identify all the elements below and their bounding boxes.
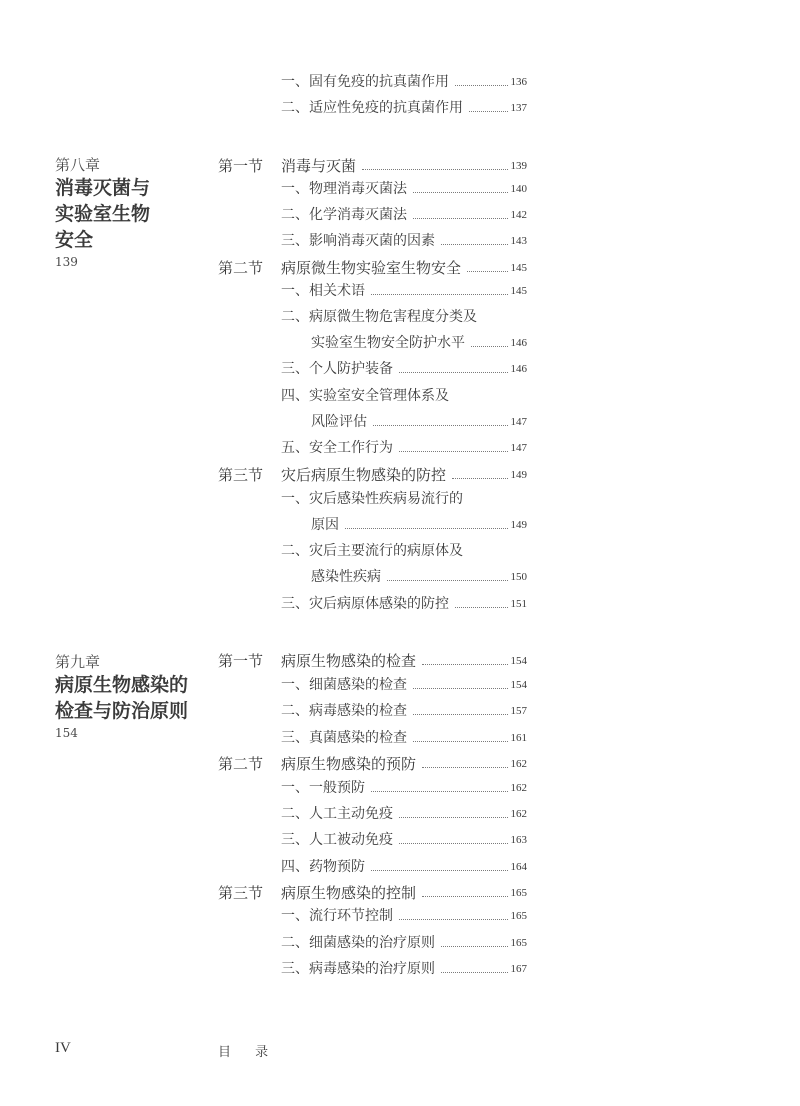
entry-title: 三、灾后病原体感染的防控 (281, 596, 449, 612)
leader-dots (413, 714, 508, 715)
entry-page: 142 (510, 209, 527, 221)
entry-title: 三、病毒感染的治疗原则 (281, 961, 435, 977)
entry-title: 二、化学消毒灭菌法 (281, 207, 407, 223)
leader-dots (452, 478, 507, 479)
entry-title-line1: 一、灾后感染性疾病易流行的 (281, 491, 463, 507)
chapter-9-heading (55, 652, 215, 740)
entry-title-line1: 二、灾后主要流行的病原体及 (281, 543, 463, 559)
section-page: 149 (510, 469, 527, 481)
toc-entry (281, 906, 527, 926)
section-title: 病原生物感染的控制 (281, 884, 417, 902)
entry-page: 143 (510, 235, 527, 247)
entry-page: 137 (510, 102, 527, 114)
entry-title: 一、细菌感染的检查 (281, 677, 407, 693)
entry-page: 146 (510, 337, 527, 349)
entry-title: 实验室生物安全防护水平 (311, 335, 465, 351)
entry-title: 一、一般预防 (281, 780, 365, 796)
section-page: 154 (510, 655, 527, 667)
section-page: 162 (510, 758, 527, 770)
leader-dots (345, 528, 508, 529)
chapter-title (55, 175, 215, 253)
entry-page: 151 (510, 598, 527, 610)
entry-page: 162 (510, 782, 527, 794)
entry-title: 三、个人防护装备 (281, 361, 393, 377)
entry-page: 150 (510, 571, 527, 583)
chapter-8-heading (55, 155, 215, 269)
chapter-title-line: 消毒灭菌与 (55, 177, 151, 199)
toc-entry (311, 567, 527, 587)
leader-dots (399, 451, 508, 452)
entry-title: 风险评估 (311, 414, 367, 430)
entry-page: 162 (510, 808, 527, 820)
section-label: 第一节 (218, 157, 264, 175)
entry-title: 二、人工主动免疫 (281, 806, 393, 822)
section-label: 第三节 (218, 466, 264, 484)
leader-dots (413, 192, 508, 193)
leader-dots (467, 271, 507, 272)
entry-page: 136 (510, 76, 527, 88)
entry-title: 一、流行环节控制 (281, 908, 393, 924)
entry-page: 163 (510, 834, 527, 846)
toc-entry (311, 515, 527, 535)
entry-title: 五、安全工作行为 (281, 440, 393, 456)
leader-dots (399, 843, 508, 844)
section-title: 灾后病原生物感染的防控 (281, 466, 447, 484)
toc-entry (281, 675, 527, 695)
entry-page: 164 (510, 861, 527, 873)
leader-dots (399, 919, 508, 920)
section-label: 第三节 (218, 884, 264, 902)
section-title: 病原微生物实验室生物安全 (281, 259, 462, 277)
entry-title: 一、固有免疫的抗真菌作用 (281, 74, 449, 90)
toc-entry (281, 438, 527, 458)
chapter-title-line: 安全 (55, 229, 94, 251)
entry-title-line1: 四、实验室安全管理体系及 (281, 388, 449, 404)
leader-dots (455, 607, 508, 608)
footer-running-title: 目 录 (218, 1045, 279, 1060)
leader-dots (413, 688, 508, 689)
leader-dots (399, 817, 508, 818)
leader-dots (371, 870, 508, 871)
chapter-label: 第九章 (55, 653, 101, 671)
toc-entry (281, 205, 527, 225)
toc-entry (281, 778, 527, 798)
section-page: 139 (510, 160, 527, 172)
toc-entry (281, 933, 527, 953)
toc-section-entry (281, 258, 527, 278)
entry-title: 一、相关术语 (281, 283, 365, 299)
leader-dots (455, 85, 508, 86)
entry-title: 二、适应性免疫的抗真菌作用 (281, 100, 463, 116)
section-label: 第一节 (218, 652, 264, 670)
toc-entry (311, 333, 527, 353)
chapter-title-line: 病原生物感染的 (55, 674, 189, 696)
leader-dots (471, 346, 508, 347)
entry-title: 四、药物预防 (281, 859, 365, 875)
toc-section-entry (281, 754, 527, 774)
toc-entry (281, 98, 527, 118)
entry-title: 原因 (311, 517, 339, 533)
leader-dots (422, 767, 507, 768)
entry-title: 三、影响消毒灭菌的因素 (281, 233, 435, 249)
entry-page: 167 (510, 963, 527, 975)
leader-dots (441, 244, 508, 245)
chapter-title-line: 检查与防治原则 (55, 700, 189, 722)
section-title: 病原生物感染的预防 (281, 755, 417, 773)
entry-title: 感染性疾病 (311, 569, 381, 585)
chapter-label: 第八章 (55, 156, 101, 174)
leader-dots (413, 741, 508, 742)
entry-page: 154 (510, 679, 527, 691)
entry-title-line1: 二、病原微生物危害程度分类及 (281, 309, 477, 325)
chapter-page: 139 (55, 255, 78, 269)
leader-dots (362, 169, 507, 170)
entry-page: 140 (510, 183, 527, 195)
toc-entry (311, 412, 527, 432)
entry-title: 三、人工被动免疫 (281, 832, 393, 848)
section-page: 165 (510, 887, 527, 899)
entry-title: 二、病毒感染的检查 (281, 703, 407, 719)
section-label: 第二节 (218, 259, 264, 277)
toc-entry (281, 857, 527, 877)
toc-section-entry (281, 465, 527, 485)
entry-page: 165 (510, 937, 527, 949)
entry-page: 157 (510, 705, 527, 717)
entry-page: 146 (510, 363, 527, 375)
leader-dots (422, 664, 507, 665)
entry-page: 147 (510, 416, 527, 428)
toc-entry (281, 804, 527, 824)
entry-page: 147 (510, 442, 527, 454)
footer-page-number: IV (55, 1040, 71, 1056)
toc-entry (281, 281, 527, 301)
toc-entry (281, 72, 527, 92)
toc-entry (281, 594, 527, 614)
section-page: 145 (510, 262, 527, 274)
entry-title: 一、物理消毒灭菌法 (281, 181, 407, 197)
entry-page: 149 (510, 519, 527, 531)
toc-entry (281, 830, 527, 850)
leader-dots (469, 111, 508, 112)
toc-entry (281, 359, 527, 379)
leader-dots (373, 425, 508, 426)
entry-title: 三、真菌感染的检查 (281, 730, 407, 746)
leader-dots (387, 580, 508, 581)
toc-entry (281, 728, 527, 748)
toc-entry (281, 231, 527, 251)
section-title: 病原生物感染的检查 (281, 652, 417, 670)
toc-entry (281, 701, 527, 721)
chapter-title (55, 672, 215, 724)
leader-dots (399, 372, 508, 373)
section-label: 第二节 (218, 755, 264, 773)
leader-dots (371, 791, 508, 792)
leader-dots (422, 896, 507, 897)
entry-page: 145 (510, 285, 527, 297)
toc-section-entry (281, 651, 527, 671)
toc-entry (281, 959, 527, 979)
entry-title: 二、细菌感染的治疗原则 (281, 935, 435, 951)
leader-dots (441, 946, 508, 947)
toc-section-entry (281, 156, 527, 176)
chapter-title-line: 实验室生物 (55, 203, 151, 225)
chapter-page: 154 (55, 726, 78, 740)
leader-dots (413, 218, 508, 219)
entry-page: 161 (510, 732, 527, 744)
toc-section-entry (281, 883, 527, 903)
toc-entry (281, 179, 527, 199)
entry-page: 165 (510, 910, 527, 922)
leader-dots (441, 972, 508, 973)
leader-dots (371, 294, 508, 295)
section-title: 消毒与灭菌 (281, 157, 357, 175)
